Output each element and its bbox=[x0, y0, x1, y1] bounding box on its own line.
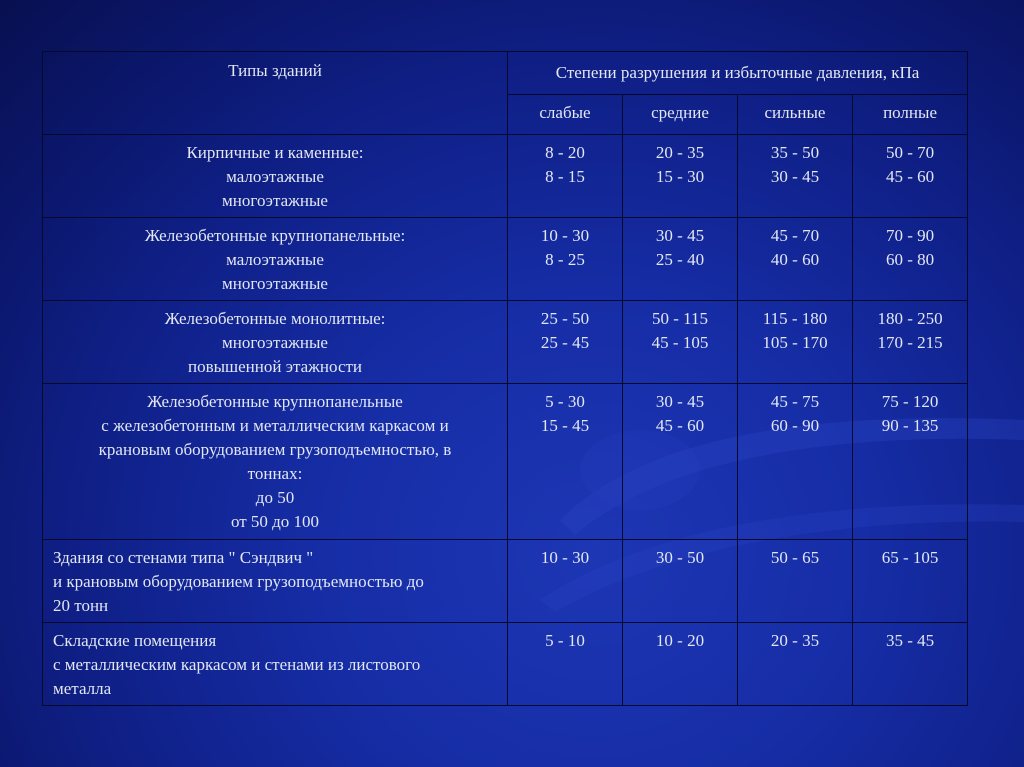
building-type-line: 20 тонн bbox=[53, 596, 109, 615]
pressure-value-cell bbox=[853, 540, 968, 623]
building-type-line: многоэтажные bbox=[222, 333, 328, 352]
building-type-cell bbox=[43, 384, 508, 540]
pressure-value-cell bbox=[508, 301, 623, 384]
pressure-value-cell bbox=[623, 301, 738, 384]
pressure-value: 8 - 15 bbox=[545, 167, 585, 186]
pressure-value: 10 - 20 bbox=[655, 631, 705, 650]
pressure-value: 75 - 120 bbox=[881, 392, 939, 411]
pressure-value: 25 - 40 bbox=[655, 250, 705, 269]
pressure-value-cell bbox=[623, 623, 738, 706]
building-type-line: тоннах: bbox=[247, 464, 303, 483]
building-type-line: до 50 bbox=[255, 488, 295, 507]
building-type-line: Железобетонные крупнопанельные bbox=[147, 392, 403, 411]
pressure-value: 45 - 60 bbox=[885, 167, 935, 186]
level-header-strong: сильные bbox=[738, 95, 853, 135]
pressure-value: 5 - 30 bbox=[545, 392, 585, 411]
pressure-value-cell bbox=[853, 384, 968, 540]
level-header-medium: средние bbox=[623, 95, 738, 135]
building-type-cell bbox=[43, 218, 508, 301]
pressure-value-cell bbox=[738, 301, 853, 384]
pressure-value-cell bbox=[738, 384, 853, 540]
pressure-value: 60 - 80 bbox=[885, 250, 935, 269]
pressure-value: 45 - 75 bbox=[770, 392, 820, 411]
pressure-value: 10 - 30 bbox=[540, 226, 590, 245]
table-row bbox=[43, 218, 968, 301]
table-header-row bbox=[43, 52, 968, 95]
level-header-full: полные bbox=[853, 95, 968, 135]
building-type-line: многоэтажные bbox=[222, 191, 328, 210]
pressure-value-cell bbox=[623, 384, 738, 540]
pressure-value: 20 - 35 bbox=[655, 143, 705, 162]
building-type-line: многоэтажные bbox=[222, 274, 328, 293]
building-type-line: малоэтажные bbox=[226, 250, 324, 269]
pressure-value: 25 - 50 bbox=[540, 309, 590, 328]
pressure-value: 30 - 45 bbox=[655, 226, 705, 245]
building-type-line: Складские помещения bbox=[53, 631, 217, 650]
pressure-value: 35 - 45 bbox=[885, 631, 935, 650]
pressure-value: 50 - 115 bbox=[651, 309, 709, 328]
pressure-value-cell bbox=[508, 135, 623, 218]
level-header-weak: слабые bbox=[508, 95, 623, 135]
table-row bbox=[43, 301, 968, 384]
pressure-value: 8 - 25 bbox=[545, 250, 585, 269]
pressure-value-cell bbox=[853, 135, 968, 218]
pressure-value: 50 - 65 bbox=[770, 548, 820, 567]
building-types-header: Типы зданий bbox=[43, 52, 508, 135]
pressure-value: 45 - 60 bbox=[655, 416, 705, 435]
pressure-value-cell bbox=[508, 623, 623, 706]
building-type-line: Здания со стенами типа " Сэндвич " bbox=[53, 548, 314, 567]
pressure-value: 15 - 45 bbox=[540, 416, 590, 435]
pressure-value: 40 - 60 bbox=[770, 250, 820, 269]
destruction-degrees-header: Степени разрушения и избыточные давления, кПа bbox=[508, 52, 968, 95]
pressure-value: 45 - 70 bbox=[770, 226, 820, 245]
table-row bbox=[43, 384, 968, 540]
pressure-value-cell bbox=[623, 540, 738, 623]
pressure-value-cell bbox=[508, 540, 623, 623]
building-type-line: крановым оборудованием грузоподъемностью, в bbox=[98, 440, 452, 459]
pressure-value-cell bbox=[623, 218, 738, 301]
pressure-value: 170 - 215 bbox=[877, 333, 943, 352]
pressure-value: 30 - 50 bbox=[655, 548, 705, 567]
pressure-value-cell bbox=[738, 623, 853, 706]
pressure-value: 5 - 10 bbox=[545, 631, 585, 650]
building-type-cell bbox=[43, 540, 508, 623]
pressure-value: 180 - 250 bbox=[877, 309, 943, 328]
building-type-line: малоэтажные bbox=[226, 167, 324, 186]
pressure-value-cell bbox=[508, 384, 623, 540]
building-type-cell bbox=[43, 623, 508, 706]
building-type-line: повышенной этажности bbox=[187, 357, 363, 376]
pressure-value: 25 - 45 bbox=[540, 333, 590, 352]
building-type-line: металла bbox=[53, 679, 112, 698]
building-type-line: с железобетонным и металлическим каркасом и bbox=[101, 416, 449, 435]
building-type-cell bbox=[43, 135, 508, 218]
building-type-line: Железобетонные крупнопанельные: bbox=[144, 226, 406, 245]
building-type-line: Железобетонные монолитные: bbox=[164, 309, 386, 328]
pressure-value-cell bbox=[853, 301, 968, 384]
pressure-value-cell bbox=[738, 135, 853, 218]
pressure-value-cell bbox=[738, 218, 853, 301]
pressure-value-cell bbox=[508, 218, 623, 301]
building-type-cell bbox=[43, 301, 508, 384]
building-type-line: с металлическим каркасом и стенами из листового bbox=[53, 655, 421, 674]
pressure-value: 45 - 105 bbox=[651, 333, 709, 352]
pressure-value: 90 - 135 bbox=[881, 416, 939, 435]
pressure-value: 10 - 30 bbox=[540, 548, 590, 567]
pressure-value: 70 - 90 bbox=[885, 226, 935, 245]
pressure-value-cell bbox=[853, 218, 968, 301]
pressure-value-cell bbox=[623, 135, 738, 218]
pressure-value: 60 - 90 bbox=[770, 416, 820, 435]
table-row bbox=[43, 540, 968, 623]
destruction-pressure-table bbox=[42, 51, 968, 706]
building-type-line: и крановым оборудованием грузоподъемностью до bbox=[53, 572, 424, 591]
table-row bbox=[43, 135, 968, 218]
pressure-value-cell bbox=[738, 540, 853, 623]
building-type-line: Кирпичные и каменные: bbox=[186, 143, 364, 162]
pressure-value-cell bbox=[853, 623, 968, 706]
pressure-value: 8 - 20 bbox=[545, 143, 585, 162]
pressure-value: 15 - 30 bbox=[655, 167, 705, 186]
pressure-value: 30 - 45 bbox=[770, 167, 820, 186]
pressure-value: 115 - 180 bbox=[762, 309, 828, 328]
pressure-value: 105 - 170 bbox=[762, 333, 828, 352]
pressure-value: 65 - 105 bbox=[881, 548, 939, 567]
pressure-value: 20 - 35 bbox=[770, 631, 820, 650]
pressure-value: 30 - 45 bbox=[655, 392, 705, 411]
table-row bbox=[43, 623, 968, 706]
pressure-value: 50 - 70 bbox=[885, 143, 935, 162]
building-type-line: от 50 до 100 bbox=[230, 512, 320, 531]
pressure-value: 35 - 50 bbox=[770, 143, 820, 162]
